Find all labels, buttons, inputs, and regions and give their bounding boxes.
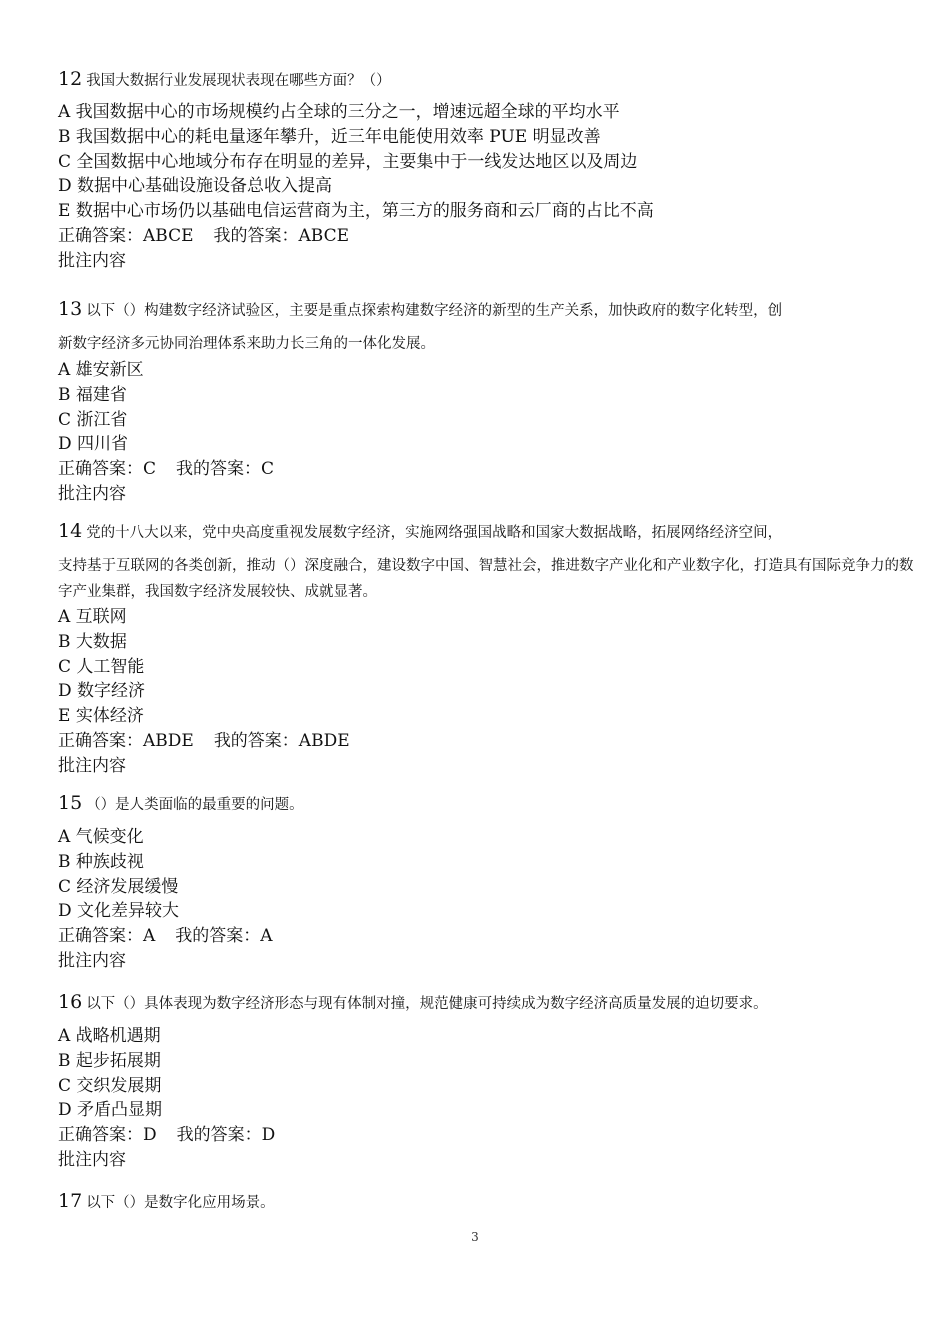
question-stem: （）是人类面临的最重要的问题。 (86, 797, 304, 813)
question-15 (58, 788, 920, 974)
option-c: C 全国数据中心地域分布存在明显的差异，主要集中于一线发达地区以及周边 (58, 151, 638, 172)
question-number: 17 (58, 1190, 83, 1212)
question-number: 13 (58, 298, 83, 320)
my-answer: 我的答案：A (175, 926, 273, 947)
option-a: A 互联网 (58, 607, 127, 627)
answer-row (58, 729, 920, 754)
option-a: A 气候变化 (58, 827, 144, 847)
option-d: D 矛盾凸显期 (58, 1100, 163, 1121)
option-b: B 种族歧视 (58, 851, 144, 872)
question-stem-continued: 支持基于互联网的各类创新，推动（）深度融合，建设数字中国、智慧社会，推进数字产业化和产业数字化，打造具有国际竞争力的数字产业集群，我国数字经济发展较快、成就显著。 (58, 558, 914, 600)
option-b: B 福建省 (58, 384, 127, 405)
answer-row (58, 457, 920, 482)
question-stem: 以下（）构建数字经济试验区，主要是重点探索构建数字经济的新型的生产关系，加快政府的数字化转型，创 (86, 303, 783, 319)
correct-answer: 正确答案：A (58, 926, 156, 947)
my-answer: 我的答案：D (176, 1125, 276, 1146)
option-d: D 文化差异较大 (58, 901, 180, 922)
question-stem-continued: 新数字经济多元协同治理体系来助力长三角的一体化发展。 (58, 336, 435, 352)
option-c: C 人工智能 (58, 656, 145, 677)
option-d: D 数据中心基础设施设备总收入提高 (58, 176, 333, 197)
question-12 (58, 64, 920, 274)
question-17 (58, 1186, 920, 1218)
correct-answer: 正确答案：D (58, 1125, 157, 1146)
page-number: 3 (471, 1230, 479, 1244)
option-a: A 我国数据中心的市场规模约占全球的三分之一，增速远超全球的平均水平 (58, 102, 620, 122)
option-b: B 起步拓展期 (58, 1050, 161, 1071)
correct-answer: 正确答案：ABDE (58, 730, 194, 751)
question-number: 12 (58, 68, 83, 90)
option-d: D 四川省 (58, 434, 129, 455)
option-e: E 实体经济 (58, 706, 144, 727)
option-c: C 经济发展缓慢 (58, 876, 179, 897)
my-answer: 我的答案：ABDE (213, 730, 350, 751)
annotation-label: 批注内容 (58, 250, 126, 271)
question-number: 16 (58, 991, 83, 1013)
question-stem: 以下（）是数字化应用场景。 (86, 1195, 275, 1211)
my-answer: 我的答案：ABCE (213, 225, 350, 246)
option-a: A 战略机遇期 (58, 1026, 161, 1046)
correct-answer: 正确答案：ABCE (58, 225, 194, 246)
annotation-label: 批注内容 (58, 755, 126, 776)
option-b: B 大数据 (58, 631, 127, 652)
answer-row (58, 924, 920, 949)
question-14 (58, 516, 920, 779)
answer-row (58, 1123, 920, 1148)
question-16 (58, 987, 920, 1173)
option-e: E 数据中心市场仍以基础电信运营商为主，第三方的服务商和云厂商的占比不高 (58, 201, 654, 222)
annotation-label: 批注内容 (58, 950, 126, 971)
option-b: B 我国数据中心的耗电量逐年攀升，近三年电能使用效率 PUE 明显改善 (58, 126, 601, 147)
question-13 (58, 294, 920, 507)
question-number: 14 (58, 520, 83, 542)
question-stem: 党的十八大以来，党中央高度重视发展数字经济，实施网络强国战略和国家大数据战略，拓展网络经济空间， (86, 525, 783, 541)
correct-answer: 正确答案：C (58, 459, 157, 480)
option-d: D 数字经济 (58, 681, 146, 702)
option-c: C 交织发展期 (58, 1075, 162, 1096)
option-c: C 浙江省 (58, 409, 128, 430)
question-number: 15 (58, 792, 83, 814)
option-a: A 雄安新区 (58, 360, 144, 380)
annotation-label: 批注内容 (58, 1149, 126, 1170)
my-answer: 我的答案：C (176, 459, 275, 480)
answer-row (58, 224, 920, 249)
question-stem: 我国大数据行业发展现状表现在哪些方面？（） (86, 73, 391, 89)
question-stem: 以下（）具体表现为数字经济形态与现有体制对撞，规范健康可持续成为数字经济高质量发展的迫切要求。 (86, 996, 768, 1012)
annotation-label: 批注内容 (58, 483, 126, 504)
